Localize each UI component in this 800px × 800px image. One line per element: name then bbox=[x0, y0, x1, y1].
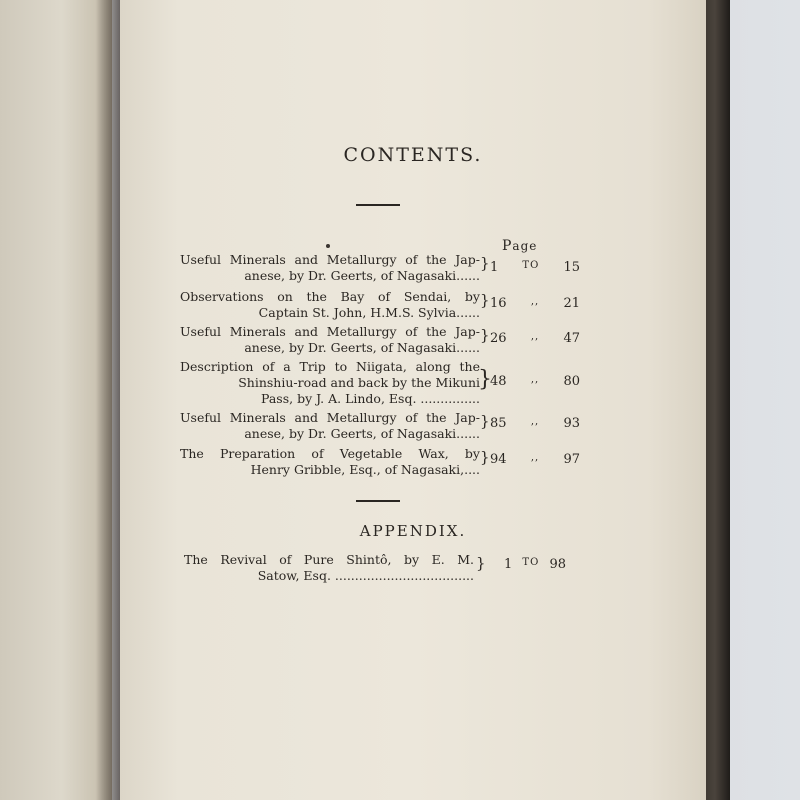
page-range bbox=[490, 452, 580, 467]
page-range bbox=[490, 416, 580, 431]
toc-entry bbox=[180, 446, 480, 478]
entry-title-line: Useful Minerals and Metallurgy of the Jap- bbox=[180, 252, 480, 267]
toc-entry bbox=[180, 252, 480, 284]
entry-title-line: Henry Gribble, Esq., of Nagasaki,.... bbox=[250, 462, 480, 477]
brace-icon: } bbox=[480, 291, 490, 309]
page-range-sep: TO bbox=[522, 260, 540, 271]
toc-entry bbox=[180, 289, 480, 321]
appendix-heading: APPENDIX. bbox=[359, 522, 467, 540]
page-start: 85 bbox=[490, 416, 507, 431]
brace-icon: } bbox=[480, 254, 490, 272]
page-range-sep: ,, bbox=[530, 374, 540, 385]
page-range-sep: ,, bbox=[530, 452, 540, 463]
page-column-header: Page bbox=[502, 238, 538, 254]
page-end: 47 bbox=[563, 331, 580, 346]
page-end: 98 bbox=[549, 557, 566, 572]
divider-rule bbox=[356, 204, 400, 206]
entry-title-line: anese, by Dr. Geerts, of Nagasaki...... bbox=[244, 268, 480, 283]
entry-title-line: anese, by Dr. Geerts, of Nagasaki...... bbox=[244, 340, 480, 355]
page-range bbox=[490, 374, 580, 389]
entry-title-line: The Revival of Pure Shintô, by E. M. bbox=[184, 552, 474, 567]
page-start: 1 bbox=[504, 557, 513, 572]
brace-icon: } bbox=[480, 412, 490, 430]
page-end: 80 bbox=[563, 374, 580, 389]
brace-icon: } bbox=[478, 367, 492, 392]
page-end: 21 bbox=[563, 296, 580, 311]
brace-icon: } bbox=[480, 326, 490, 344]
ink-speck bbox=[326, 244, 330, 248]
page-start: 1 bbox=[490, 260, 499, 275]
page-range bbox=[490, 260, 580, 275]
page-range-sep: TO bbox=[522, 557, 540, 568]
book-gutter-shadow bbox=[96, 0, 120, 800]
brace-icon: } bbox=[476, 554, 486, 572]
entry-title-line: Pass, by J. A. Lindo, Esq. ............... bbox=[261, 391, 480, 406]
toc-entry bbox=[180, 410, 480, 442]
entry-title-line: Useful Minerals and Metallurgy of the Jap- bbox=[180, 324, 480, 339]
page-end: 15 bbox=[563, 260, 580, 275]
entry-title-line: Description of a Trip to Niigata, along the bbox=[180, 359, 480, 374]
page-range-sep: ,, bbox=[530, 416, 540, 427]
toc-entry bbox=[180, 324, 480, 356]
page-range bbox=[504, 557, 566, 572]
page-start: 94 bbox=[490, 452, 507, 467]
toc-entry bbox=[180, 359, 480, 407]
brace-icon: } bbox=[480, 448, 490, 466]
entry-title-line: Captain St. John, H.M.S. Sylvia...... bbox=[258, 305, 480, 320]
page-range bbox=[490, 296, 580, 311]
page-end: 93 bbox=[563, 416, 580, 431]
entry-title-line: Shinshiu-road and back by the Mikuni bbox=[238, 375, 480, 390]
divider-rule bbox=[356, 500, 400, 502]
entry-title-line: The Preparation of Vegetable Wax, by bbox=[180, 446, 480, 461]
entry-title-line: Observations on the Bay of Sendai, by bbox=[180, 289, 480, 304]
page-title: CONTENTS. bbox=[343, 144, 483, 166]
page-start: 48 bbox=[490, 374, 507, 389]
page-end: 97 bbox=[563, 452, 580, 467]
entry-title-line: anese, by Dr. Geerts, of Nagasaki...... bbox=[244, 426, 480, 441]
appendix-entry bbox=[184, 552, 474, 584]
page-start: 26 bbox=[490, 331, 507, 346]
entry-title-line: Useful Minerals and Metallurgy of the Jap- bbox=[180, 410, 480, 425]
page-range bbox=[490, 331, 580, 346]
contents-page bbox=[120, 0, 706, 800]
page-range-sep: ,, bbox=[530, 331, 540, 342]
entry-title-line: Satow, Esq. ................................... bbox=[257, 568, 474, 583]
page-range-sep: ,, bbox=[530, 296, 540, 307]
page-start: 16 bbox=[490, 296, 507, 311]
